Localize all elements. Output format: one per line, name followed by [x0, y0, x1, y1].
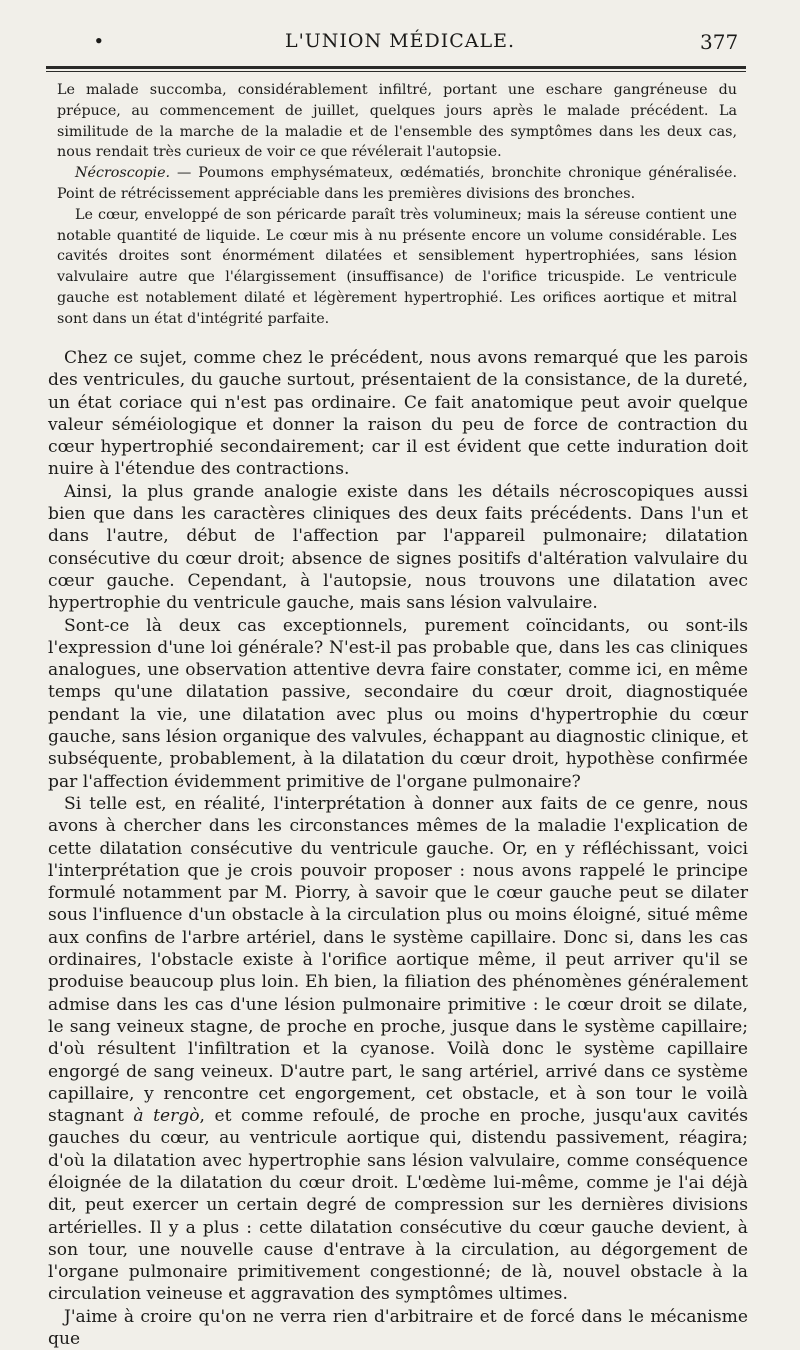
- discussion-paragraph-1: Chez ce sujet, comme chez le précédent, nous avons remarqué que les parois des ventricules, du gauche surtout, présentaient de la consistance, de la dureté, un état coriace qui n'est pas ordinaire. Ce fait anatomique peut avoir quelque valeur séméiologique et donner la raison du peu de force de contraction du cœur hypertrophié secondairement; car il est évident que cette induration doit nuire à l'étendue des contractions.: [48, 348, 748, 480]
- header-rule: [46, 66, 746, 69]
- discussion-paragraph-2: Ainsi, la plus grande analogie existe dans les détails nécroscopiques aussi bien que dans les caractères cliniques des deux faits précédents. Dans l'un et dans l'autre, début de l'affection par l'appareil pulmonaire; dilatation consécutive du cœur droit; absence de signes positifs d'altération valvulaire du cœur gauche. Cependant, à l'autopsie, nous trouvons une dilatation avec hypertrophie du ventricule gauche, mais sans lésion valvulaire.: [48, 481, 748, 614]
- discussion-paragraph-5: J'aime à croire qu'on ne verra rien d'arbitraire et de forcé dans le mécanisme que: [48, 1306, 748, 1350]
- running-header-title: L'UNION MÉDICALE.: [284, 30, 516, 52]
- discussion-paragraph-4: [48, 793, 748, 1306]
- header-rule-thin: [46, 71, 746, 72]
- discussion-paragraph-4-b: , et comme refoulé, de proche en proche, jusqu'aux cavités gauches du cœur, au ventricule aortique qui, distendu passivement, réagira; d'où la dilatation avec hypertrophie sans lésion valvulaire, comme conséquence éloignée de la dilatation du cœur droit. L'œdème lui-même, comme je l'ai déjà dit, peut exercer un certain degré de compression sur les dernières divisions artérielles. Il y a plus : cette dilatation consécutive du cœur gauche devient, à son tour, une nouvelle cause d'entrave à la circulation, au dégorgement de l'organe pulmonaire primitivement congestionné; de là, nouvel obstacle à la circulation veineuse et aggravation des symptômes ultimes.: [48, 1106, 748, 1305]
- necroscopy-paragraph: [57, 163, 737, 205]
- page-number: 377: [700, 30, 739, 54]
- case-report-section: [57, 80, 737, 330]
- header-ornament: •: [94, 32, 104, 50]
- discussion-paragraph-3: Sont-ce là deux cas exceptionnels, purement coïncidants, ou sont-ils l'expression d'une loi générale? N'est-il pas probable que, dans les cas cliniques analogues, une observation attentive devra faire constater, comme ici, en même temps qu'une dilatation passive, secondaire du cœur droit, diagnostiquée pendant la vie, une dilatation avec plus ou moins d'hypertrophie du cœur gauche, sans lésion organique des valvules, échappant au diagnostic clinique, et subséquente, probablement, à la dilatation du cœur droit, hypothèse confirmée par l'affection évidemment primitive de l'organe pulmonaire?: [48, 615, 748, 792]
- necroscopy-label: Nécroscopie.: [75, 165, 171, 182]
- discussion-section: [48, 347, 748, 1350]
- necroscopy-text: — Poumons emphysémateux, œdématiés, bronchite chronique généralisée. Point de rétrécissement appréciable dans les premières divisions des bronches.: [57, 165, 737, 202]
- heart-findings-paragraph: Le cœur, enveloppé de son péricarde paraît très volumineux; mais la séreuse contient une notable quantité de liquide. Le cœur mis à nu présente encore un volume considérable. Les cavités droites sont énormément dilatées et sensiblement hypertrophiées, sans lésion valvulaire autre que l'élargissement (insuffisance) de l'orifice tricuspide. Le ventricule gauche est notablement dilaté et légèrement hypertrophié. Les orifices aortique et mitral sont dans un état d'intégrité parfaite.: [57, 206, 737, 327]
- discussion-italic-term: à tergò: [133, 1106, 200, 1127]
- case-paragraph-1: Le malade succomba, considérablement infiltré, portant une eschare gangréneuse du prépuce, au commencement de juillet, quelques jours après le malade précédent. La similitude de la marche de la maladie et de l'ensemble des symptômes dans les deux cas, nous rendait très curieux de voir ce que révélerait l'autopsie.: [57, 82, 737, 161]
- discussion-paragraph-4-a: Si telle est, en réalité, l'interprétation à donner aux faits de ce genre, nous avons à chercher dans les circonstances mêmes de la maladie l'explication de cette dilatation consécutive du ventricule gauche. Or, en y réfléchissant, voici l'interprétation que je crois pouvoir proposer : nous avons rappelé le principe formulé notamment par M. Piorry, à savoir que le cœur gauche peut se dilater sous l'influence d'un obstacle à la circulation plus ou moins éloigné, situé même aux confins de l'arbre artériel, dans le système capillaire. Donc si, dans les cas ordinaires, l'obstacle existe à l'orifice aortique même, il peut arriver qu'il se produise beaucoup plus loin. Eh bien, la filiation des phénomènes généralement admise dans les cas d'une lésion pulmonaire primitive : le cœur droit se dilate, le sang veineux stagne, de proche en proche, jusque dans le système capillaire; d'où résultent l'infiltration et la cyanose. Voilà donc le système capillaire engorgé de sang veineux. D'autre part, le sang artériel, arrivé dans ce système capillaire, y rencontre cet engorgement, cet obstacle, et à son tour le voilà stagnant: [48, 793, 748, 1127]
